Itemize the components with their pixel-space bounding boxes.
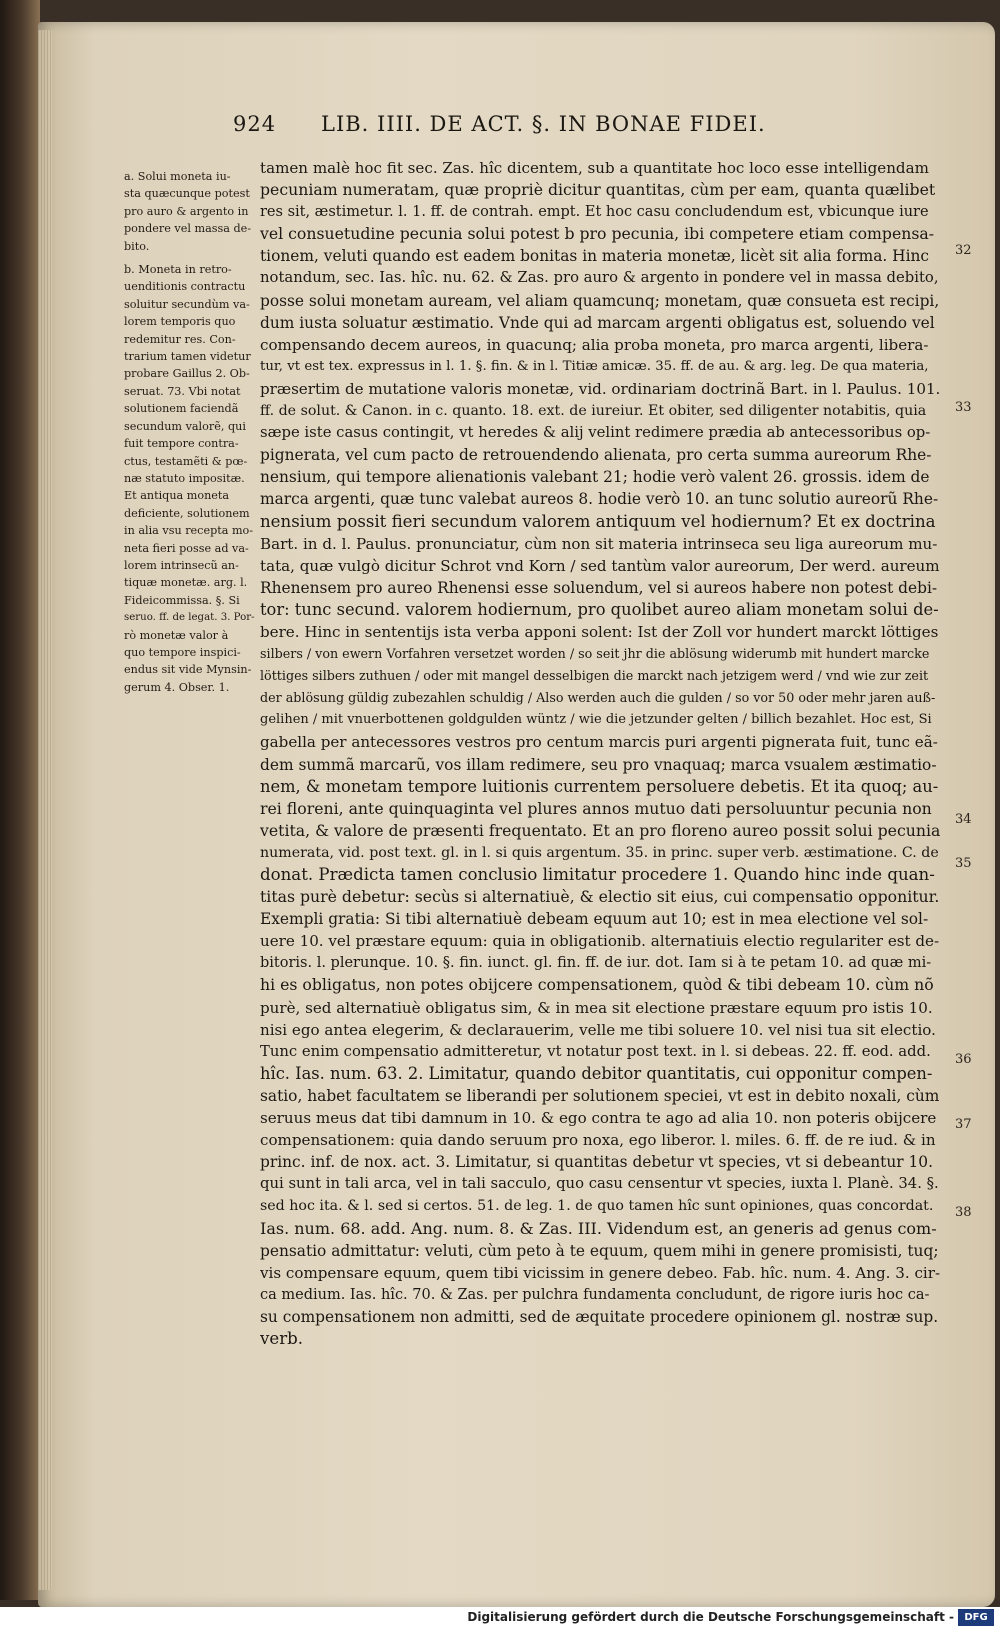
body-line: marca argenti, quæ tunc valebat aureos 8. hodie verò 10. an tunc solutio aureorũ Rhe- (260, 490, 939, 509)
line-number: 36 (955, 1052, 972, 1067)
body-line: hi es obligatus, non potes obijcere compensationem, quòd & tibi debeam 10. cùm nõ (260, 975, 934, 995)
margin-note-line: uenditionis contractu (124, 280, 246, 294)
margin-note-line: rò monetæ valor à (124, 628, 229, 642)
body-line: Rhenensem pro aureo Rhenensi esse soluendum, vel si aureos habere non potest debi- (260, 578, 938, 597)
body-line: compensando decem aureos, in quacunq; alia proba moneta, pro marca argenti, libera- (260, 335, 929, 354)
body-line: silbers / von ewern Vorfahren versetzet worden / so seit jhr die ablösung widerumb mit hundert marcke (260, 646, 930, 662)
page-header (233, 112, 853, 146)
margin-note-line: pondere vel massa de- (124, 222, 252, 236)
margin-note-line: deficiente, solutionem (124, 506, 250, 520)
body-line: posse solui monetam auream, vel aliam quamcunq; monetam, quæ consueta est recipi, (260, 291, 940, 310)
margin-note-line: endus sit vide Mynsin- (124, 663, 252, 677)
margin-note-line: soluitur secundùm va- (124, 297, 250, 311)
line-number: 33 (955, 400, 972, 415)
body-line: notandum, sec. Ias. hîc. nu. 62. & Zas. pro auro & argento in pondere vel in massa debito, (260, 269, 939, 287)
margin-note-line: solutionem faciendã (124, 402, 239, 416)
margin-note-line: næ statuto impositæ. (124, 471, 245, 485)
margin-note-line: fuit tempore contra- (124, 437, 239, 451)
body-line: der ablösung güldig zubezahlen schuldig / Also werden auch die gulden / so vor 50 oder mehr jaren auß- (260, 690, 936, 706)
body-line: verb. (260, 1328, 304, 1348)
margin-note-line: tiquæ monetæ. arg. l. (124, 576, 248, 590)
line-numbers (955, 0, 985, 1300)
body-line: princ. inf. de nox. act. 3. Limitatur, si quantitas debetur vt species, vt si debeantur 10. (260, 1153, 933, 1172)
margin-note-line: seruo. ff. de legat. 3. Por- (124, 612, 255, 624)
margin-note-line: Fideicommissa. §. Si (124, 593, 240, 607)
body-line: Tunc enim compensatio admitteretur, vt notatur post text. in l. si debeas. 22. ff. eod. add. (260, 1042, 931, 1060)
page-edge (38, 30, 52, 1590)
margin-note-line: b. Moneta in retro- (124, 263, 232, 277)
body-line: tata, quæ vulgò dicitur Schrot vnd Korn / sed tantùm valor aureorum, Der werd. aureum (260, 556, 940, 575)
body-line: præsertim de mutatione valoris monetæ, vid. ordinariam doctrinã Bart. in l. Paulus. 101. (260, 379, 940, 398)
body-line: vetita, & valore de præsenti frequentato. Et an pro floreno aureo possit solui pecunia (260, 820, 940, 840)
line-number: 35 (955, 856, 972, 871)
margin-note-line: quo tempore inspici- (124, 645, 241, 659)
margin-note-line: gerum 4. Obser. 1. (124, 680, 230, 694)
body-line: tor: tunc secund. valorem hodiernum, pro quolibet aureo aliam monetam solui de- (260, 599, 939, 619)
body-line: nensium possit fieri secundum valorem antiquum vel hodiernum? Et ex doctrina (260, 511, 936, 531)
body-line: numerata, vid. post text. gl. in l. si quis argentum. 35. in princ. super verb. æstimatione. C. de (260, 844, 939, 861)
body-line: titas purè debetur: secùs si alternatiuè, & electio sit eius, cui compensatio opponitur. (260, 887, 940, 907)
body-line: nensium, qui tempore alienationis valebant 21; hodie verò valent 26. grossis. idem de (260, 468, 930, 487)
margin-note-line: pro auro & argento in (124, 204, 249, 218)
margin-notes (124, 168, 256, 696)
margin-note-line: trarium tamen videtur (124, 350, 251, 364)
margin-note-line: ctus, testamẽti & pœ- (124, 454, 248, 468)
margin-note-line: probare Gaillus 2. Ob- (124, 367, 250, 381)
footer-credit: Digitalisierung gefördert durch die Deutsche Forschungsgemeinschaft - (467, 1610, 954, 1624)
body-text (260, 157, 940, 1350)
book-spine (0, 0, 40, 1600)
running-title: LIB. IIII. DE ACT. §. IN BONAE FIDEI. (321, 112, 766, 136)
body-line: su compensationem non admitti, sed de æquitate procedere opinionem gl. nostræ sup. (260, 1307, 939, 1326)
body-line: compensationem: quia dando seruum pro noxa, ego liberor. l. miles. 6. ff. de re iud. & in (260, 1131, 936, 1150)
body-line: tur, vt est tex. expressus in l. 1. §. fin. & in l. Titiæ amicæ. 35. ff. de au. & arg. leg. De qua materia, (260, 358, 929, 374)
body-line: seruus meus dat tibi damnum in 10. & ego contra te ago ad alia 10. non poteris obijcere (260, 1109, 937, 1128)
body-line: pecuniam numeratam, quæ propriè dicitur quantitas, cùm per eam, quanta quælibet (260, 180, 936, 200)
body-line: res sit, æstimetur. l. 1. ff. de contrah. empt. Et hoc casu concludendum est, vbicunque iure (260, 204, 929, 221)
body-line: purè, sed alternatiuè obligatus sim, & in mea sit electione præstare equum pro istis 10. (260, 998, 933, 1017)
margin-note-line: lorem intrinsecũ an- (124, 558, 239, 572)
margin-note-line: seruat. 73. Vbi notat (124, 384, 241, 398)
body-line: gelihen / mit vnuerbottenen goldgulden wüntz / wie die jetzunder gelten / billich bezahlet. Hoc est, Si (260, 712, 932, 728)
body-line: Bart. in d. l. Paulus. pronunciatur, cùm non sit materia intrinseca seu liga aureorum mu- (260, 534, 938, 553)
body-line: vis compensare equum, quem tibi vicissim in genere debeo. Fab. hîc. num. 4. Ang. 3. cir- (260, 1263, 940, 1282)
body-line: sæpe iste casus contingit, vt heredes & alij velint redimere prædia ab antecessoribus op- (260, 424, 931, 442)
margin-note-line: a. Solui moneta iu- (124, 170, 231, 183)
body-line: rei floreni, ante quinquaginta vel plures annos mutuo dati persoluuntur pecunia non (260, 798, 932, 818)
body-line: ff. de solut. & Canon. in c. quanto. 18. ext. de iureiur. Et obiter, sed diligenter notabitis, quia (260, 403, 927, 420)
body-line: qui sunt in tali arca, vel in tali sacculo, quo casu censentur vt species, iuxta l. Planè. 34. §. (260, 1175, 939, 1193)
footer-bar (0, 1607, 1000, 1629)
body-line: hîc. Ias. num. 63. 2. Limitatur, quando debitor quantitatis, cui opponitur compen- (260, 1063, 933, 1083)
body-line: vel consuetudine pecunia solui potest b pro pecunia, ibi competere etiam compensa- (260, 224, 935, 244)
line-number: 37 (955, 1117, 972, 1132)
body-line: tionem, veluti quando est eadem bonitas in materia monetæ, licèt sit alia forma. Hinc (260, 247, 930, 266)
margin-note-line: Et antiqua moneta (124, 489, 230, 503)
body-line: sed hoc ita. & l. sed si certos. 51. de leg. 1. de quo tamen hîc sunt opiniones, quas concordat. (260, 1198, 934, 1215)
margin-note-line: in alia vsu recepta mo- (124, 524, 254, 538)
margin-note-line: lorem temporis quo (124, 315, 236, 329)
body-line: Ias. num. 68. add. Ang. num. 8. & Zas. III. Videndum est, an generis ad genus com- (260, 1218, 937, 1238)
body-line: tamen malè hoc fit sec. Zas. hîc dicentem, sub a quantitate hoc loco esse intelligendam (260, 159, 929, 177)
body-line: ca medium. Ias. hîc. 70. & Zas. per pulchra fundamenta concludunt, de rigore iuris hoc ca- (260, 1286, 930, 1303)
body-line: nem, & monetam tempore luitionis currentem persoluere debetis. Et ita quoq; au- (260, 776, 939, 796)
body-line: donat. Prædicta tamen conclusio limitatur procedere 1. Quando hinc inde quan- (260, 865, 935, 884)
body-line: bitoris. l. plerunque. 10. §. fin. iunct. gl. fin. ff. de iur. dot. Iam si à te petam 10. ad quæ mi- (260, 955, 932, 972)
body-line: bere. Hinc in sententijs ista verba apponi solent: Ist der Zoll vor hundert marckt löttiges (260, 622, 939, 641)
body-line: löttiges silbers zuthuen / oder mit mangel desselbigen die marckt nach jetzigem werd / vnd wie zur zeit (260, 668, 929, 684)
line-number: 38 (955, 1205, 972, 1220)
margin-note-line: redemitur res. Con- (124, 332, 236, 346)
body-line: pignerata, vel cum pacto de retrouendendo alienata, pro certa summa aureorum Rhe- (260, 446, 932, 465)
margin-note-line: secundum valorẽ, qui (124, 419, 246, 433)
body-line: gabella per antecessores vestros pro centum marcis puri argenti pignerata fuit, tunc eã- (260, 733, 938, 752)
line-number: 34 (955, 812, 972, 827)
body-line: dum iusta soluatur æstimatio. Vnde qui ad marcam argenti obligatus est, soluendo vel (260, 313, 935, 332)
margin-note-line: bito. (124, 239, 150, 253)
body-line: uere 10. vel præstare equum: quia in obligationib. alternatiuis electio regulariter est de- (260, 932, 940, 951)
body-line: pensatio admittatur: veluti, cùm peto à te equum, quem mihi in genere promisisti, tuq; (260, 1241, 939, 1260)
body-line: Exempli gratia: Si tibi alternatiuè debeam equum aut 10; est in mea electione vel sol- (260, 910, 929, 929)
body-line: nisi ego antea elegerim, & declarauerim, velle me tibi soluere 10. vel nisi tua sit electio. (260, 1020, 936, 1039)
body-line: satio, habet facultatem se liberandi per solutionem speciei, vt est in debito noxali, cùm (260, 1086, 940, 1105)
page-number: 924 (233, 112, 277, 136)
dfg-logo: DFG (958, 1609, 994, 1626)
line-number: 32 (955, 243, 972, 258)
margin-note-line: sta quæcunque potest (124, 187, 250, 201)
margin-note-line: neta fieri posse ad va- (124, 541, 249, 555)
body-line: dem summã marcarũ, vos illam redimere, seu pro vnaquaq; marca vsualem æstimatio- (260, 755, 937, 774)
